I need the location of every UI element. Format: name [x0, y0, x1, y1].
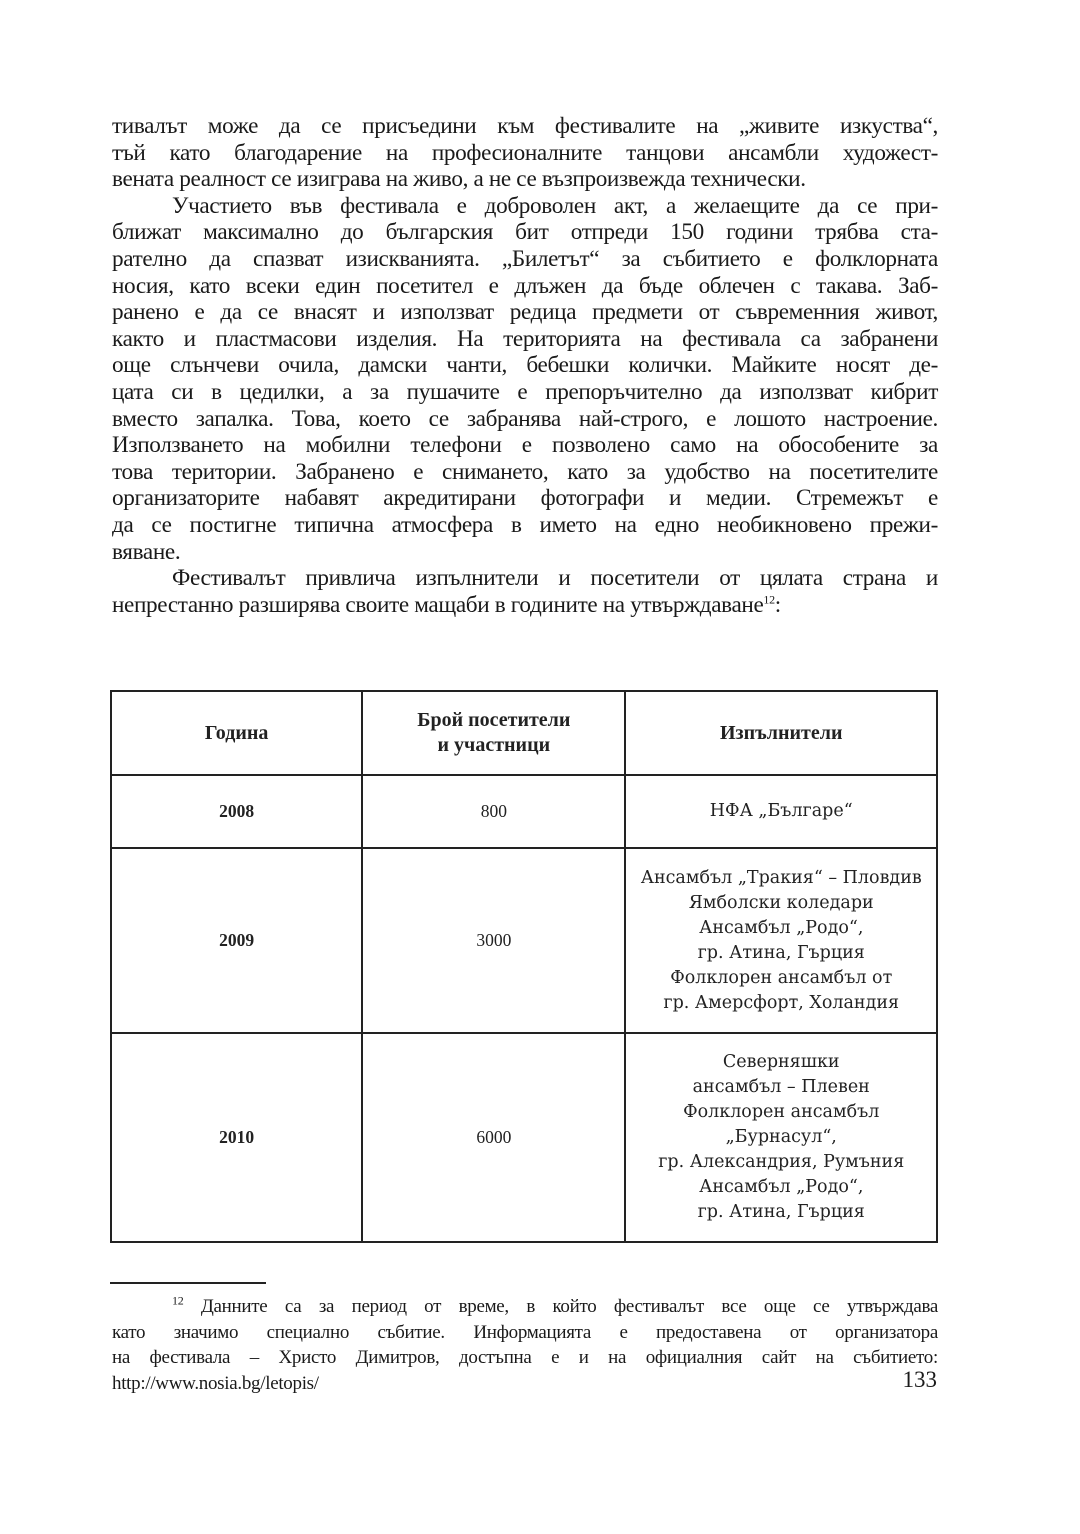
cell-performers	[625, 848, 937, 1033]
cell-year: 2009	[111, 848, 362, 1033]
header-performers: Изпълнители	[625, 691, 937, 775]
text-line: Участието във фестивала е доброволен акт, а желаещите да се при-	[172, 192, 938, 219]
footnote-line: като значимо специално събитие. Информацията е предоставена от организатора	[112, 1321, 938, 1343]
paragraph-1	[112, 113, 938, 193]
header-visitors	[362, 691, 625, 775]
text-line: вяване.	[112, 538, 181, 565]
text-line: цата си в цедилки, а за пушачите е препоръчително да използват кибрит	[112, 378, 938, 405]
cell-performers	[625, 1033, 937, 1242]
footnote-line	[112, 1294, 938, 1320]
footnote-line: на фестивала – Христо Димитров, достъпна е и на официалния сайт на събитието:	[112, 1347, 938, 1368]
performer-line: гр. Александрия, Румъния	[658, 1152, 905, 1172]
text-line: това територии. Забранено е снимането, като за удобство на посетителите	[112, 458, 938, 485]
performer-line: НФА „Българе“	[709, 801, 853, 821]
text-line: ранено е да се внасят и използват редица предмети от съвременния живот,	[112, 299, 938, 326]
performer-line: Ансамбъл „Родо“,	[699, 917, 864, 938]
text-line: както и пластмасови изделия. На територията на фестивала са забранени	[112, 325, 938, 352]
footnote-divider	[110, 1282, 266, 1284]
table-row	[111, 775, 937, 848]
text-line: вената реалност се изиграва на живо, а не се възпроизвежда технически.	[112, 166, 806, 193]
text-line: още слънчеви очила, дамски чанти, бебешки колички. Майките носят де-	[112, 352, 938, 379]
cell-count: 3000	[362, 848, 625, 1033]
text-line	[112, 592, 938, 619]
text-fragment: непрестанно разширява своите мащаби в годините на утвърждаване	[112, 591, 764, 618]
cell-count: 800	[362, 775, 625, 848]
footnote-reference[interactable]: 12	[763, 591, 775, 606]
paragraph-3	[112, 565, 938, 618]
header-year: Година	[111, 691, 362, 775]
performer-line: Фолклорен ансамбъл от	[670, 967, 893, 988]
text-line: Фестивалът привлича изпълнители и посетители от цялата страна и	[172, 565, 938, 592]
page-number: 133	[902, 1367, 937, 1392]
performer-line: Ансамбъл „Родо“,	[699, 1177, 864, 1197]
text-fragment: :	[774, 591, 781, 618]
footnote	[112, 1294, 938, 1396]
text-line: вместо запалка. Това, което се забранява най-строго, е лошото настроение.	[112, 405, 938, 432]
text-line: да се постигне типична атмосфера в името на едно необикновено прежи-	[112, 511, 938, 538]
performer-line: Фолклорен ансамбъл	[683, 1102, 880, 1122]
cell-count: 6000	[362, 1033, 625, 1242]
text-fragment: Данните са за период от време, в който фестивалът все още се утвърждава	[200, 1296, 939, 1317]
performer-line: гр. Амерсфорт, Холандия	[663, 992, 900, 1013]
header-line: Брой посетители	[417, 709, 571, 731]
table-row	[111, 1033, 937, 1242]
cell-year: 2008	[111, 775, 362, 848]
text-line: тъй като благодарение на професионалните танцови ансамбли художест-	[112, 139, 938, 166]
table-row	[111, 848, 937, 1033]
paragraph-2	[112, 193, 938, 565]
header-line: и участници	[437, 734, 551, 756]
text-line: ближат максимално до българския бит отпреди 150 години трябва ста-	[112, 219, 938, 246]
performer-line: „Бурнасул“,	[725, 1127, 837, 1147]
footnote-number: 12	[172, 1293, 184, 1308]
performer-line: Ансамбъл „Тракия“ – Пловдив	[640, 867, 922, 888]
performer-line: гр. Атина, Гърция	[697, 1202, 865, 1222]
festival-table	[110, 690, 938, 1243]
text-line: тивалът може да се присъедини към фестивалите на „живите изкуства“,	[112, 113, 938, 139]
text-line: носия, като всеки един посетител е длъжен да бъде облечен с такава. Заб-	[112, 272, 938, 299]
performer-line: ансамбъл – Плевен	[692, 1077, 870, 1097]
performer-line: гр. Атина, Гърция	[697, 942, 865, 963]
footnote-link[interactable]: http://www.nosia.bg/letopis/	[112, 1372, 319, 1394]
text-line: организаторите набавят акредитирани фотографи и медии. Стремежът е	[112, 485, 938, 512]
cell-performers	[625, 775, 937, 848]
performer-line: Северняшки	[722, 1052, 840, 1072]
text-line: Използването на мобилни телефони е позволено само на обособените за	[112, 432, 938, 459]
table-header-row	[111, 691, 937, 775]
text-line: рателно да спазват изискванията. „Билетът“ за събитието е фолклорната	[112, 245, 938, 272]
body-text	[112, 113, 938, 618]
cell-year: 2010	[111, 1033, 362, 1242]
performer-line: Ямболски коледари	[688, 892, 874, 913]
